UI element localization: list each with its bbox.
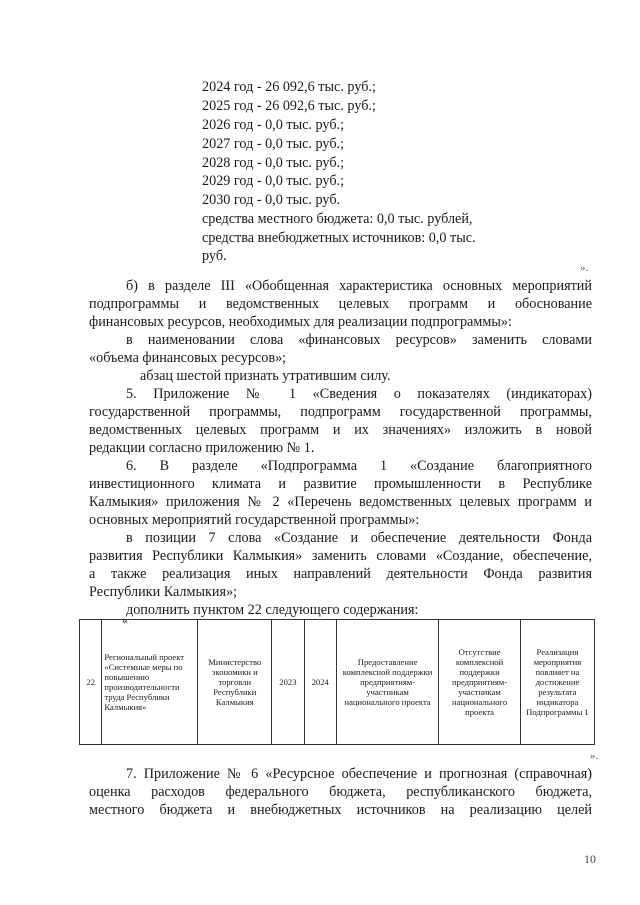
cell-project: Региональный проект «Системные меры по повышению производительности труда Республики Калмыкия» [102, 620, 198, 745]
page-number: 10 [584, 852, 596, 866]
quote-close-2: ». [590, 750, 599, 762]
funding-extrabudget: средства внебюджетных источников: 0,0 тыс. [202, 230, 476, 246]
para-6-line-1: 6. В разделе «Подпрограмма 1 «Создание благоприятного [126, 458, 592, 474]
para-7-line-2: оценка расходов федерального бюджета, республиканского бюджета, [89, 784, 592, 800]
para-b-line-3: финансовых ресурсов, необходимых для реализации подпрограммы»: [89, 314, 512, 330]
funding-line-2030: 2030 год - 0,0 тыс. руб. [202, 192, 341, 208]
para-7-line-3: местного бюджета и внебюджетных источников на реализацию целей [89, 802, 592, 818]
quote-open: « [122, 613, 128, 627]
cell-result: Предоставление комплексной поддержки предприятиям-участникам национального проекта [336, 620, 438, 745]
para-b-line-2: подпрограммы и ведомственных целевых программ и обоснование [89, 296, 592, 312]
cell-effect: Реализация мероприятия повлияет на достижение результата индикатора Подпрограммы 1 [520, 620, 594, 745]
para-6-line-6: развития Республики Калмыкия» заменить словами «Создание, обеспечение, [89, 548, 592, 564]
para-b-line-4: в наименовании слова «финансовых ресурсов» заменить словами [126, 332, 592, 348]
para-b-line-5: «объема финансовых ресурсов»; [89, 350, 287, 366]
funding-line-2028: 2028 год - 0,0 тыс. руб.; [202, 155, 345, 171]
para-6-line-3: Калмыкия» приложения № 2 «Перечень ведомственных целевых программ и [89, 494, 592, 510]
funding-extrabudget-cont: руб. [202, 248, 227, 264]
cell-start-year: 2023 [272, 620, 304, 745]
para-b-line-6: абзац шестой признать утратившим силу. [140, 368, 391, 384]
cell-number: 22 [80, 620, 102, 745]
para-6-line-7: а также реализация иных направлений деятельности Фонда развития [89, 566, 592, 582]
para-5-line-4: редакции согласно приложению № 1. [89, 440, 315, 456]
table-row [80, 620, 595, 745]
para-6-line-8: Республики Калмыкия»; [89, 584, 238, 600]
funding-line-2027: 2027 год - 0,0 тыс. руб.; [202, 136, 345, 152]
para-6-line-2: инвестиционного климата и развитие промышленности в Республике [89, 476, 592, 492]
funding-line-2029: 2029 год - 0,0 тыс. руб.; [202, 173, 345, 189]
cell-consequence: Отсутствие комплексной поддержки предприятиям-участникам национального проекта [439, 620, 521, 745]
para-5-line-1: 5. Приложение № 1 «Сведения о показателях (индикаторах) [126, 386, 592, 402]
quote-close-1: ». [580, 262, 589, 274]
cell-end-year: 2024 [304, 620, 336, 745]
para-6-line-9: дополнить пунктом 22 следующего содержания: [126, 602, 419, 618]
funding-line-2026: 2026 год - 0,0 тыс. руб.; [202, 117, 345, 133]
para-6-line-4: основных мероприятий государственной программы»: [89, 512, 420, 528]
para-7-line-1: 7. Приложение № 6 «Ресурсное обеспечение и прогнозная (справочная) [126, 766, 592, 782]
para-6-line-5: в позиции 7 слова «Создание и обеспечение деятельности Фонда [126, 530, 592, 546]
funding-local-budget: средства местного бюджета: 0,0 тыс. рублей, [202, 211, 473, 227]
funding-line-2024: 2024 год - 26 092,6 тыс. руб.; [202, 79, 376, 95]
para-5-line-3: ведомственных целевых программ и их значениях» изложить в новой [89, 422, 592, 438]
cell-ministry: Министерство экономики и торговли Республики Калмыкия [198, 620, 272, 745]
program-table [79, 619, 595, 745]
para-5-line-2: государственной программы, подпрограмм государственной программы, [89, 404, 592, 420]
para-b-line-1: б) в разделе III «Обобщенная характеристика основных мероприятий [126, 278, 592, 294]
funding-line-2025: 2025 год - 26 092,6 тыс. руб.; [202, 98, 376, 114]
